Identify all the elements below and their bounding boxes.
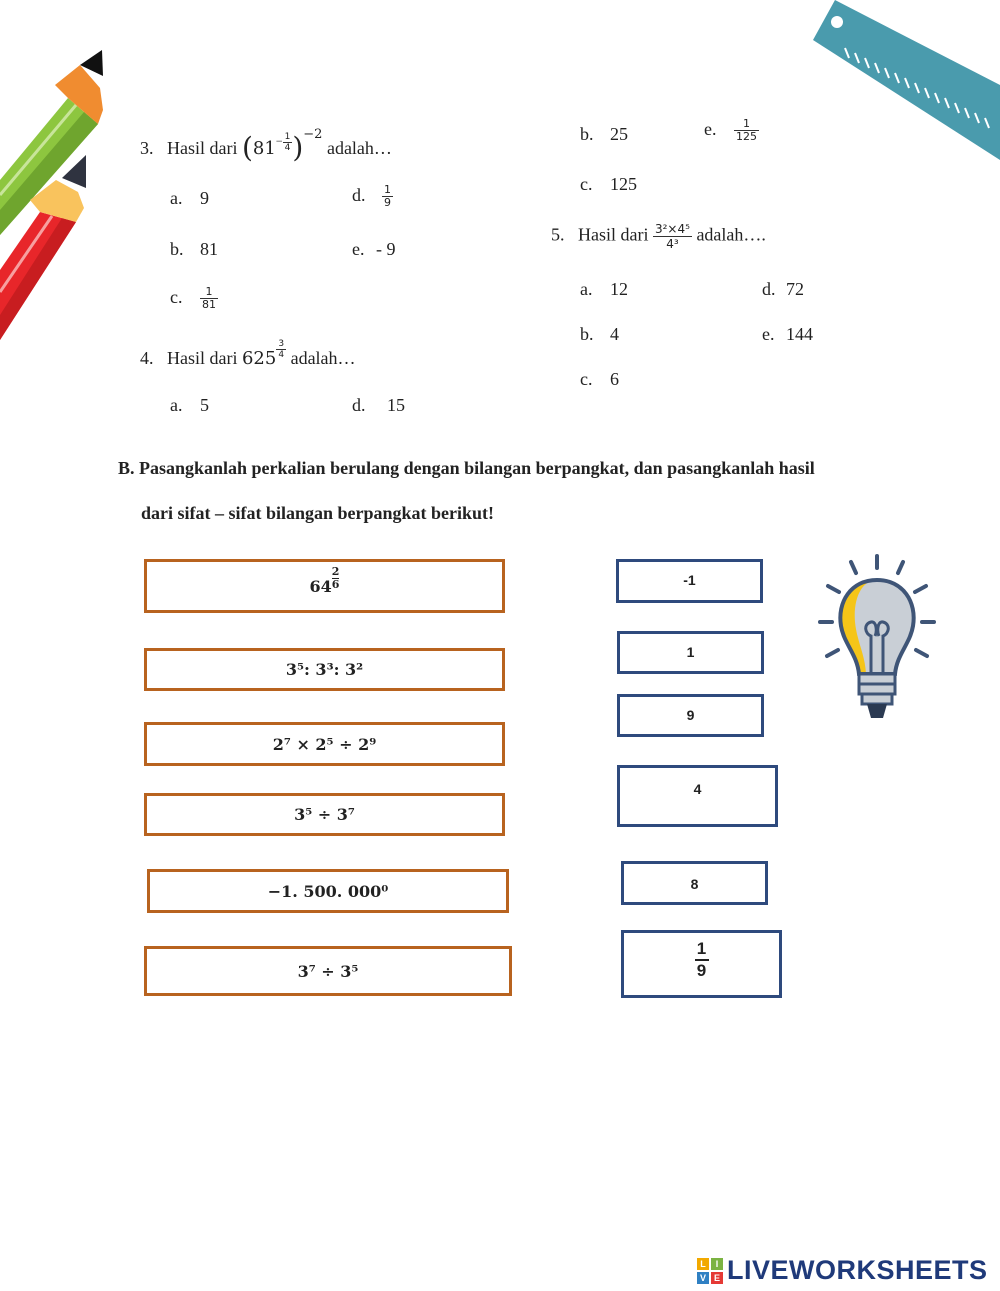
q5-suffix: adalah…. [696, 224, 766, 245]
left-match-box-3[interactable]: 2⁷ × 2⁵ ÷ 2⁹ [144, 722, 505, 766]
q4-option-d: d. 15 [352, 395, 405, 415]
q3-option-c: c. $\frac{1}{81}$ [170, 285, 216, 311]
section-b-instruction-line1: B. Pasangkanlah perkalian berulang dengan bilangan berpangkat, dan pasangkanlah hasil [118, 458, 815, 478]
q4-option-a: a. 5 [170, 395, 209, 415]
left-match-box-5[interactable]: −1. 500. 000⁰ [147, 869, 509, 913]
q4-number: 4. [140, 348, 154, 368]
lightbulb-icon [815, 550, 940, 730]
question-3: 3. Hasil dari ($81^{- \frac{1}{4}}$ )$^{-2}$ adalah… [140, 127, 392, 164]
left-match-box-1[interactable]: 64 2 6 [144, 559, 505, 613]
q3-option-b: b. 81 [170, 239, 218, 259]
right-match-box-4[interactable]: 4 [617, 765, 778, 827]
left-match-box-4[interactable]: 3⁵ ÷ 3⁷ [144, 793, 505, 836]
q3-suffix: adalah… [326, 138, 392, 158]
q5-fraction: $\frac{\text{3²×4⁵}}{\text{4³}}$ [654, 222, 690, 251]
right-match-box-5[interactable]: 8 [621, 861, 768, 905]
q4-option-c: c. 125 [580, 174, 637, 194]
question-4 [140, 339, 356, 370]
pencils-illustration [0, 40, 115, 350]
logo-text: LIVEWORKSHEETS [727, 1255, 988, 1285]
q5-option-a: a. 12 [580, 279, 628, 299]
left-match-box-6[interactable]: 3⁷ ÷ 3⁵ [144, 946, 512, 996]
q3-prefix: Hasil dari [167, 138, 238, 158]
q5-number: 5. [551, 224, 565, 245]
q4-option-b: b. 25 [580, 124, 628, 144]
section-b-instruction-line2: dari sifat – sifat bilangan berpangkat berikut! [141, 503, 495, 523]
q3-option-a: a. 9 [170, 188, 209, 208]
q4-option-e: e. $\frac{1}{125}$ [704, 117, 757, 143]
q4-suffix: adalah… [290, 348, 356, 368]
right-match-box-6[interactable]: 1 9 [621, 930, 782, 998]
q5-option-e: e. 144 [762, 324, 813, 344]
q3-number: 3. [140, 138, 154, 158]
left-match-box-2[interactable]: 3⁵: 3³: 3² [144, 648, 505, 691]
q3-base: 81 [252, 138, 276, 159]
question-5 [551, 222, 766, 251]
right-match-box-2[interactable]: 1 [617, 631, 764, 674]
right-match-box-3[interactable]: 9 [617, 694, 764, 737]
q3-outer-exponent: −2 [303, 127, 323, 142]
right-match-box-1[interactable]: -1 [616, 559, 763, 603]
q5-prefix: Hasil dari [578, 224, 649, 245]
q5-option-d: d. 72 [762, 279, 804, 299]
q5-option-c: c. 6 [580, 369, 619, 389]
q3-option-e: e. - 9 [352, 239, 396, 259]
liveworksheets-logo [697, 1255, 988, 1286]
q3-option-d: d. $\frac{1}{9}$ [352, 183, 391, 209]
q5-option-b: b. 4 [580, 324, 619, 344]
q4-base: 625 [241, 348, 277, 369]
ruler-illustration [805, 0, 1000, 170]
logo-mark-icon: L I V E [697, 1258, 723, 1284]
q3-inner-exponent: − 1 4 [275, 131, 291, 153]
q4-prefix: Hasil dari [167, 348, 238, 368]
q4-exponent: $\frac{3}{4}$ [278, 339, 285, 361]
